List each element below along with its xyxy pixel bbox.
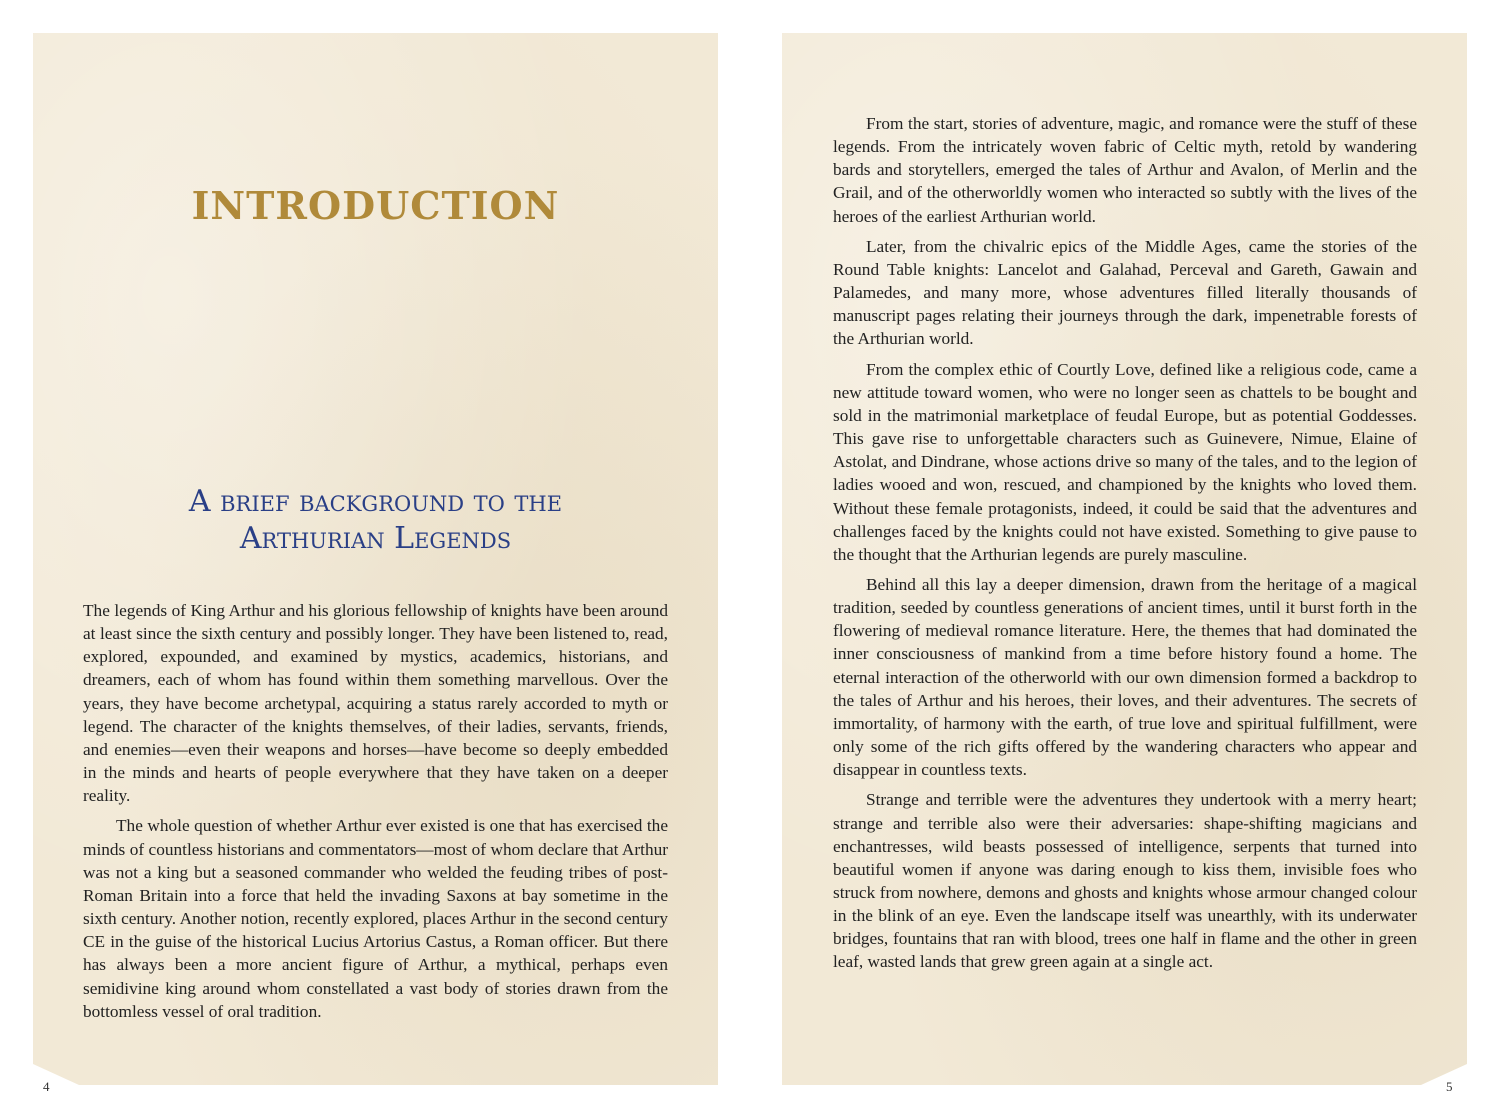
paragraph: From the start, stories of adventure, magic, and romance were the stuff of these legends. From the intricately woven fabric of Celtic myth, retold by wandering bards and storytellers, emerged the tales of Arthur and Avalon, of Merlin and the Grail, and of the otherworldly women who interacted so subtly with the lives of the heroes of the earliest Arthurian world.: [833, 114, 1417, 226]
paragraph: Later, from the chivalric epics of the Middle Ages, came the stories of the Round Table knights: Lancelot and Galahad, Perceval and Gareth, Gawain and Palamedes, and many more, whose adventures filled literally thousands of manuscript pages relating their journeys through the dark, impenetrable forests of the Arthurian world.: [833, 236, 1417, 349]
section-title: [123, 483, 628, 557]
section-title-line-2: Arthurian Legends: [239, 521, 512, 556]
paragraph: Behind all this lay a deeper dimension, drawn from the heritage of a magical tradition, seeded by countless generations of ancient times, until it burst forth in the flowering of medieval romance literature. Here, the themes that had dominated the inner consciousness of mankind from a time before history found a home. The eternal interaction of the otherworld with our own dimension formed a backdrop to the tales of Arthur and his heroes, their loves, and their adventures. The secrets of immortality, of harmony with the earth, of true love and spiritual fulfillment, were only some of the rich gifts offered by the wandering characters who appear and disappear in countless texts.: [833, 574, 1417, 780]
paragraph: The whole question of whether Arthur ever existed is one that has exercised the minds of countless historians and commentators—most of whom declare that Arthur was not a king but a seasoned commander who welded the feuding tribes of post-Roman Britain into a force that held the invading Saxons at bay sometime in the sixth century. Another notion, recently explored, places Arthur in the second century CE in the guise of the historical Lucius Artorius Castus, a Roman officer. But there has always been a more ancient figure of Arthur, a mythical, perhaps even semidivine king around whom constellated a vast body of stories drawn from the bottomless vessel of oral tradition.: [83, 816, 668, 1021]
right-page: [782, 33, 1467, 1085]
right-body-text: [833, 112, 1417, 981]
chapter-title: INTRODUCTION: [191, 183, 560, 228]
paragraph: Strange and terrible were the adventures they undertook with a merry heart; strange and terrible also were their adversaries: shape-shifting magicians and enchantresses, wild beasts possessed of intelligence, serpents that turned into beautiful women if anyone was daring enough to kiss them, invisible foes who struck from nowhere, demons and ghosts and knights whose armour changed colour in the blink of an eye. Even the landscape itself was unearthly, with its underwater bridges, fountains that ran with blood, trees one half in flame and the other in green leaf, wasted lands that grew green again at a single act.: [833, 790, 1417, 972]
paragraph: The legends of King Arthur and his glorious fellowship of knights have been around at least since the sixth century and possibly longer. They have been listened to, read, explored, expounded, and examined by mystics, academics, historians, and dreamers, each of whom has found within them something marvellous. Over the years, they have become archetypal, acquiring a status rarely accorded to myth or legend. The character of the knights themselves, of their ladies, servants, friends, and enemies—even their weapons and horses—have become so deeply embedded in the minds and hearts of people everywhere that they have taken on a deeper reality.: [83, 601, 668, 806]
page-corner-decoration: [33, 1055, 79, 1085]
section-title-line-1: A brief background to the: [188, 484, 563, 519]
page-corner-decoration: [1421, 1055, 1467, 1085]
page-number-left: 4: [43, 1079, 50, 1094]
left-body-text: [83, 599, 668, 1030]
page-number-right: 5: [1446, 1079, 1453, 1094]
left-page: [33, 33, 718, 1085]
paragraph: From the complex ethic of Courtly Love, defined like a religious code, came a new attitude toward women, who were no longer seen as chattels to be bought and sold in the matrimonial marketplace of feudal Europe, but as potential Goddesses. This gave rise to unforgettable characters such as Guinevere, Nimue, Elaine of Astolat, and Dindrane, whose actions drive so many of the tales, and to the legion of ladies wooed and won, rescued, and championed by the knights who loved them. Without these female protagonists, indeed, it could be said that the adventures and challenges faced by the knights could not have existed. Something to give pause to the thought that the Arthurian legends are purely masculine.: [833, 359, 1417, 564]
